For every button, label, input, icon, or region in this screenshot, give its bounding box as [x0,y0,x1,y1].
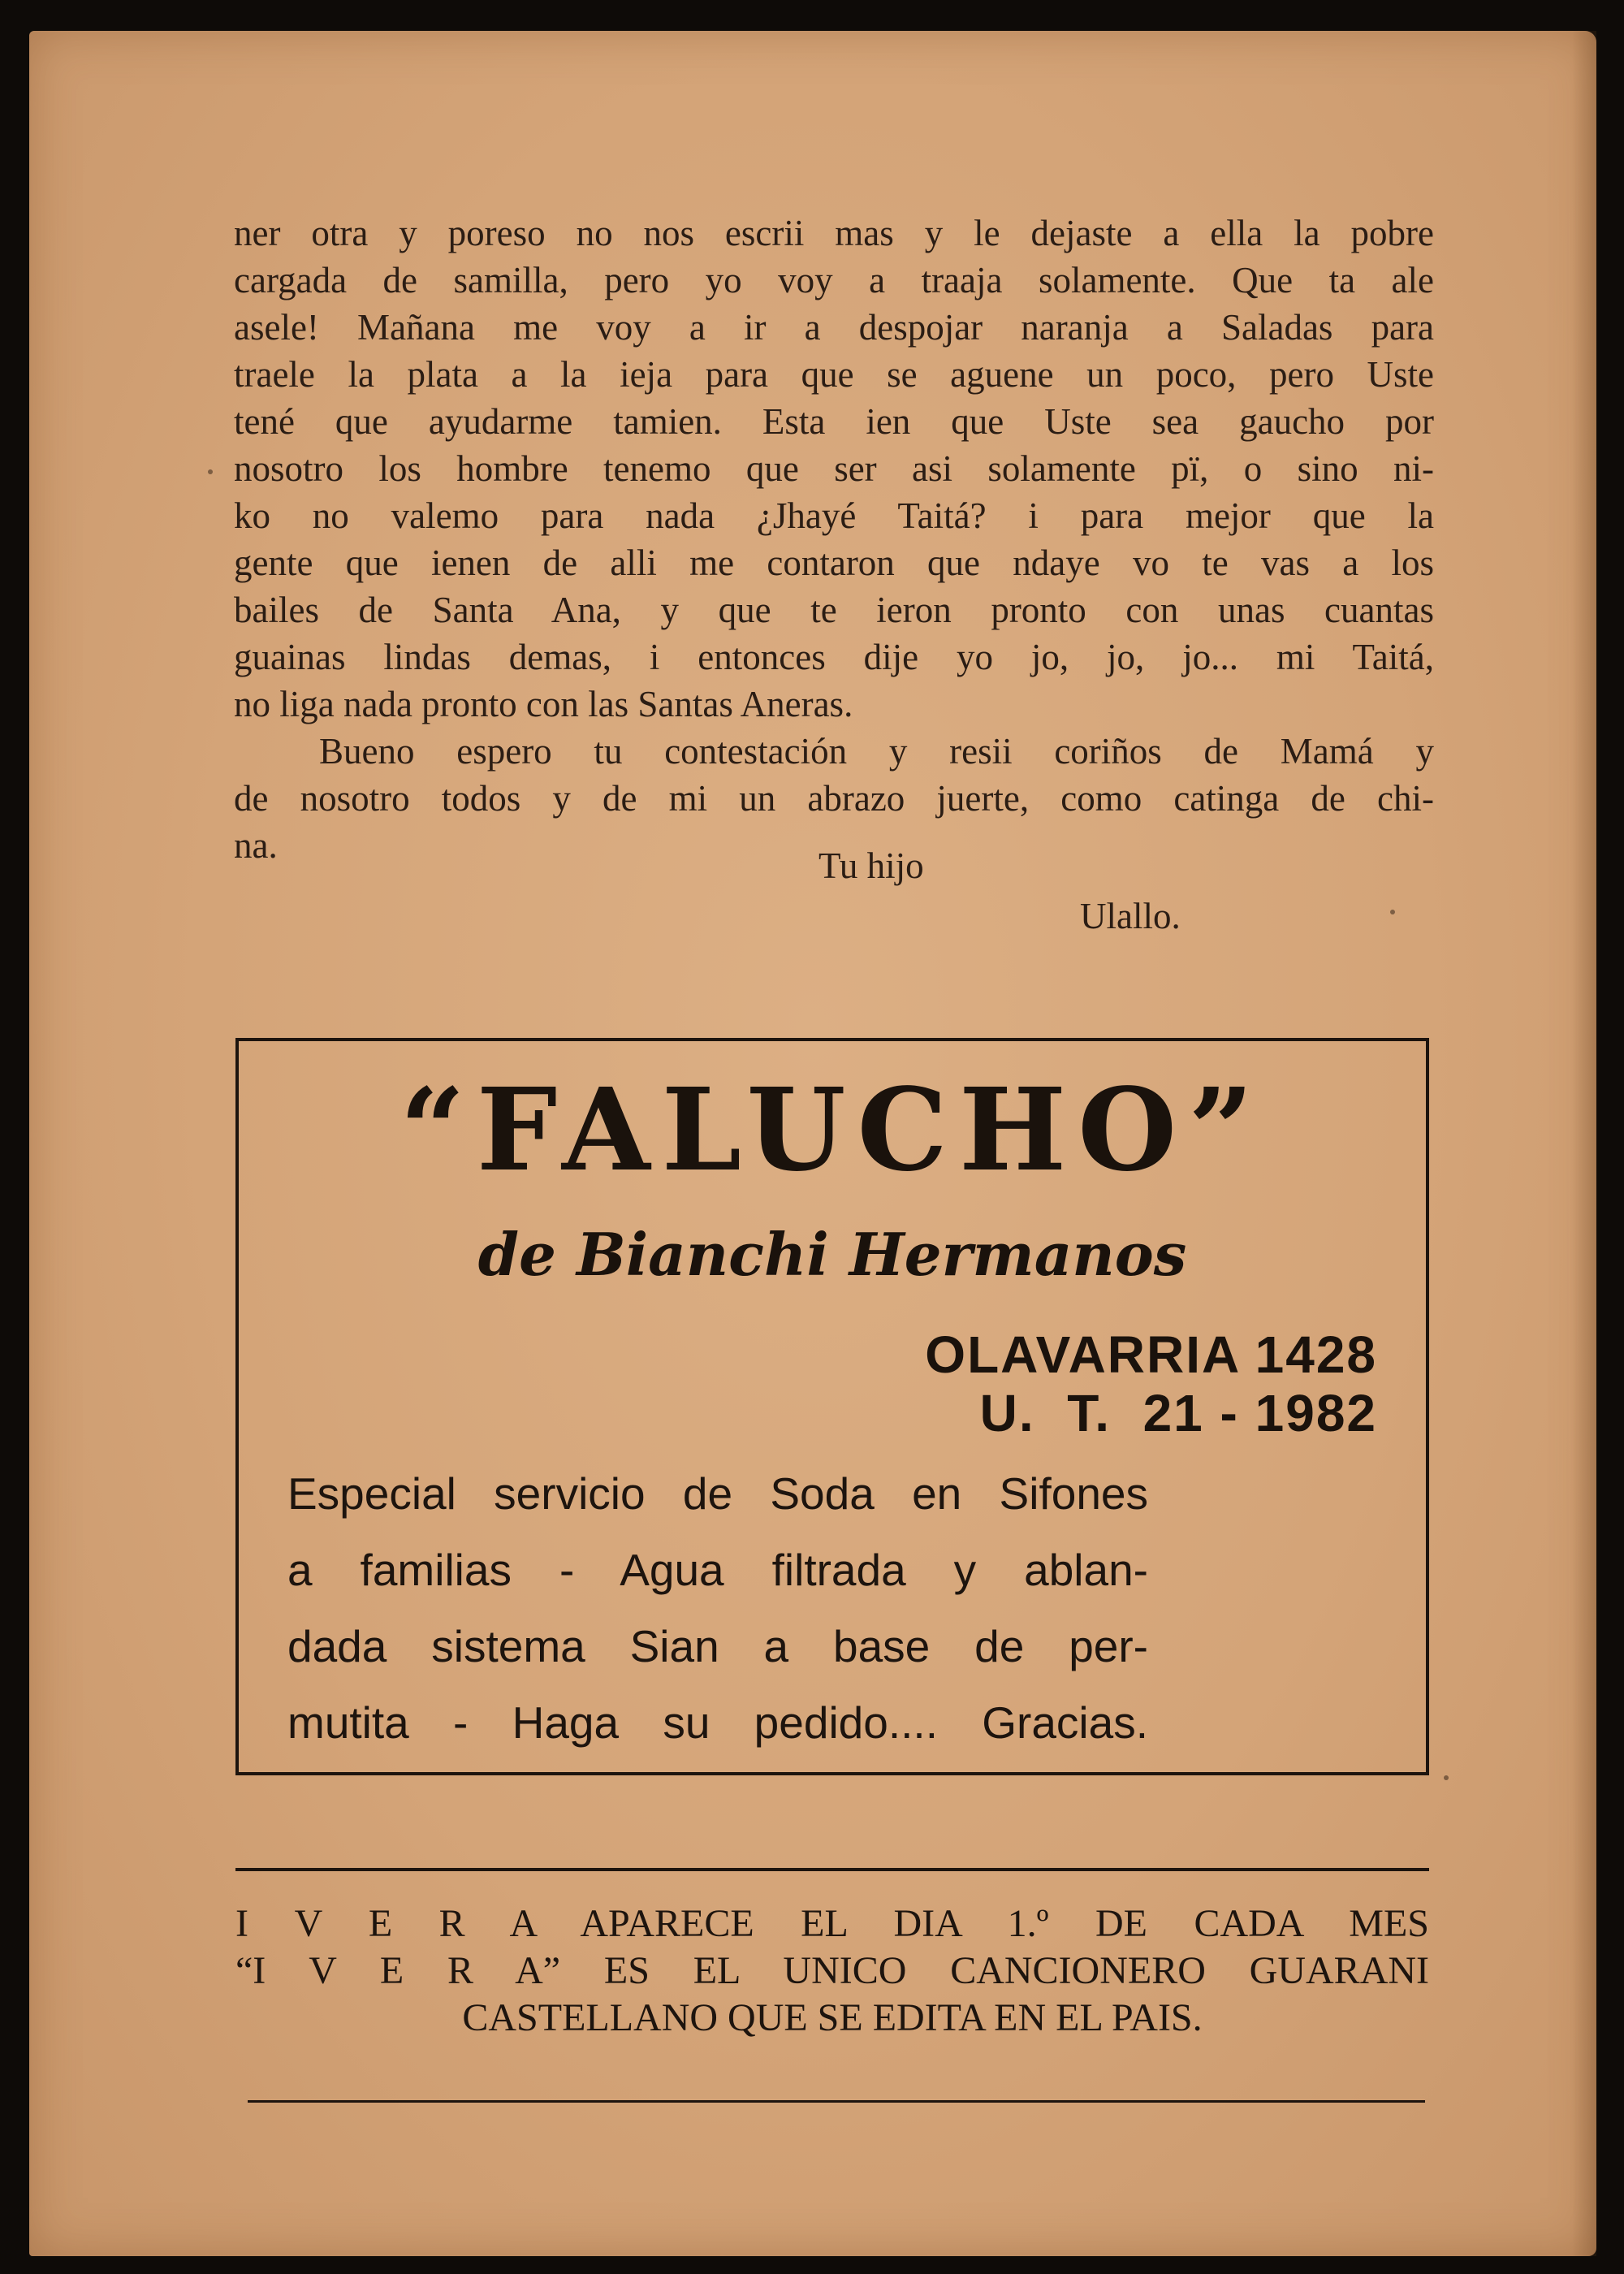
notice-line: “I V E R A” ES EL UNICO CANCIONERO GUARANI [235,1949,1429,1992]
letter-line: traele la plata a la ieja para que se aguene un poco, pero Uste [234,354,1434,395]
letter-line: de nosotro todos y de mi un abrazo juerte, como catinga de chi- [234,778,1434,819]
letter-closing: Tu hijo [818,845,924,886]
ad-body-line: a familias - Agua filtrada y ablan- [287,1545,1148,1595]
letter-line: nosotro los hombre tenemo que ser asi solamente pï, o sino ni- [234,448,1434,489]
letter-line: cargada de samilla, pero yo voy a traaja solamente. Que ta ale [234,260,1434,300]
divider-bottom [248,2100,1425,2103]
ad-title: “FALUCHO” [400,1064,1265,1197]
letter-line: ko no valemo para nada ¿Jhayé Taitá? i para mejor que la [234,495,1434,536]
letter-line: asele! Mañana me voy a ir a despojar naranja a Saladas para [234,307,1434,348]
letter-text [234,210,1434,869]
letter-line: bailes de Santa Ana, y que te ieron pronto con unas cuantas [234,590,1434,630]
notice-line: CASTELLANO QUE SE EDITA EN EL PAIS. [462,1996,1203,2039]
letter-line: guainas lindas demas, i entonces dije yo jo, jo, jo... mi Taitá, [234,637,1434,677]
ad-address-phone: U. T. 21 - 1982 [979,1384,1377,1442]
divider-top [235,1868,1429,1871]
ad-body [287,1455,1148,1761]
letter-line: tené que ayudarme tamien. Esta ien que Uste sea gaucho por [234,401,1434,442]
falucho-advertisement [235,1038,1429,1775]
ad-address [925,1325,1377,1442]
letter-line: no liga nada pronto con las Santas Aneras. [234,684,853,724]
paper-speck [1444,1775,1449,1780]
ivera-notice [235,1900,1429,2042]
ad-address-street: OLAVARRIA 1428 [925,1325,1377,1384]
ad-subtitle: de Bianchi Hermanos [477,1220,1187,1289]
letter-line: Bueno espero tu contestación y resii coriños de Mamá y [319,731,1434,772]
page-edge-shadow [1572,31,1596,2256]
notice-line: I V E R A APARECE EL DIA 1.º DE CADA MES [235,1902,1429,1945]
letter-line: na. [234,825,278,866]
ad-body-line: dada sistema Sian a base de per- [287,1621,1148,1671]
ad-body-line: mutita - Haga su pedido.... Gracias. [287,1697,1148,1748]
letter-line: ner otra y poreso no nos escrii mas y le dejaste a ella la pobre [234,213,1434,253]
paper-speck [208,469,213,474]
paper-speck [1390,910,1395,914]
ad-body-line: Especial servicio de Soda en Sifones [287,1468,1148,1519]
letter-line: gente que ienen de alli me contaron que ndaye vo te vas a los [234,543,1434,583]
letter-signature: Ulallo. [1080,896,1181,936]
